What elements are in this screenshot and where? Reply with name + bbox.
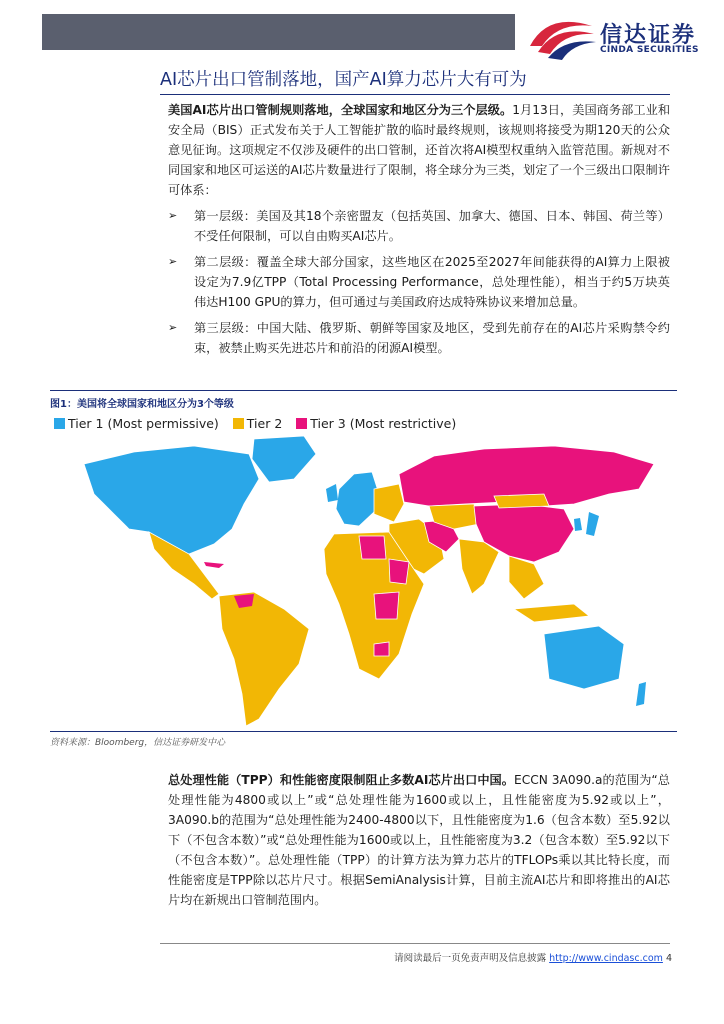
region-sudan: [389, 559, 409, 584]
page-title: AI芯片出口管制落地，国产AI算力芯片大有可为: [160, 70, 527, 90]
arrow-icon: ➢: [168, 209, 178, 222]
region-uk: [326, 484, 338, 502]
region-south-america: [219, 592, 309, 726]
website-link[interactable]: http://www.cindasc.com: [549, 953, 663, 964]
region-libya: [359, 536, 386, 559]
world-map: [54, 434, 669, 729]
legend-label: Tier 1 (Most permissive): [68, 416, 219, 431]
tpp-paragraph: [168, 770, 670, 910]
brand-name-cn: 信达证券: [600, 23, 697, 48]
region-japan: [586, 512, 599, 536]
header-bar: [42, 14, 515, 50]
bullet-text: 第三层级：中国大陆、俄罗斯、朝鲜等国家及地区，受到先前存在的AI芯片采购禁令约束，被禁止购买先进芯片和前沿的闭源AI模型。: [194, 321, 670, 355]
figure-source: 资料来源：Bloomberg，信达证券研发中心: [50, 738, 226, 748]
intro-text: 1月13日，美国商务部工业和安全局（BIS）正式发布关于人工智能扩散的临时最终规则，该规则将接受为期120天的公众意见征询。这项规定不仅涉及硬件的出口管制，还首次将AI模型权重纳入监管范围。新规对不同国家和地区可运送的AI芯片数量进行了限制，将全球分为三类，划定了一个三级出口限制许可体系：: [168, 103, 671, 197]
legend-label: Tier 3 (Most restrictive): [310, 416, 457, 431]
figure-divider: [50, 390, 677, 391]
legend-swatch: [233, 418, 244, 429]
region-new-zealand: [636, 682, 646, 706]
legend-swatch: [54, 418, 65, 429]
brand-name-en: CINDA SECURITIES: [600, 45, 699, 55]
region-central-africa: [374, 592, 399, 619]
region-europe-east: [374, 484, 404, 522]
brand-logo: [528, 16, 708, 62]
legend-tier1: [54, 416, 219, 431]
page-footer: [394, 950, 672, 964]
region-canada-usa: [84, 446, 259, 554]
region-se-asia: [509, 556, 544, 599]
page-number: 4: [665, 953, 672, 964]
region-zimbabwe: [374, 642, 389, 656]
intro-lead: 美国AI芯片出口管制规则落地，全球国家和地区分为三个层级。: [168, 103, 513, 117]
legend-swatch: [296, 418, 307, 429]
legend-tier3: [296, 416, 456, 431]
arrow-icon: ➢: [168, 321, 178, 334]
figure-caption: 图1：美国将全球国家和地区分为3个等级: [50, 399, 234, 410]
legend-tier2: [233, 416, 282, 431]
title-divider: [160, 94, 670, 95]
region-indonesia: [514, 604, 589, 622]
region-greenland: [252, 436, 316, 482]
legend-label: Tier 2: [246, 416, 283, 431]
source-divider: [50, 731, 677, 732]
tpp-lead: 总处理性能（TPP）和性能密度限制阻止多数AI芯片出口中国。: [168, 773, 515, 787]
bullet-text: 第一层级：美国及其18个亲密盟友（包括英国、加拿大、德国、日本、韩国、荷兰等）不受任何限制，可以自由购买AI芯片。: [194, 209, 670, 243]
bullet-text: 第二层级：覆盖全球大部分国家，这些地区在2025至2027年间能获得的AI算力上限被设定为7.9亿TPP（Total Processing Performance，总处理性能），相当于约5万块英伟达H100 GPU的算力，但可通过与美国政府达成特殊协议来增加总量。: [194, 255, 670, 309]
region-cuba: [204, 562, 224, 568]
disclaimer-notice: 请阅读最后一页免责声明及信息披露: [394, 953, 547, 964]
tpp-text: ECCN 3A090.a的范围为“总处理性能为4800或以上”或“总处理性能为1600或以上，且性能密度为5.92或以上”，3A090.b的范围为“总处理性能为2400-4800以下，且性能密度为1.6（包含本数）至5.92以下（不包含本数）”或“总处理性能为1600或以上，且性能密度为3.2（包含本数）至5.92以下（不包含本数）”。总处理性能（TPP）的计算方法为算力芯片的TFLOPs乘以其比特长度，而性能密度是TPP除以芯片尺寸。根据SemiAnalysis计算，目前主流AI芯片和即将推出的AI芯片均在新规出口管制范围内。: [168, 773, 670, 907]
footer-divider: [160, 943, 670, 944]
region-korea: [574, 518, 582, 531]
region-australia: [544, 626, 624, 689]
map-legend: [54, 416, 466, 431]
intro-paragraph: [168, 100, 670, 200]
arrow-icon: ➢: [168, 255, 178, 268]
region-europe-west: [336, 472, 379, 526]
brand-swoosh-icon: [528, 16, 598, 62]
region-mongolia: [494, 494, 549, 508]
